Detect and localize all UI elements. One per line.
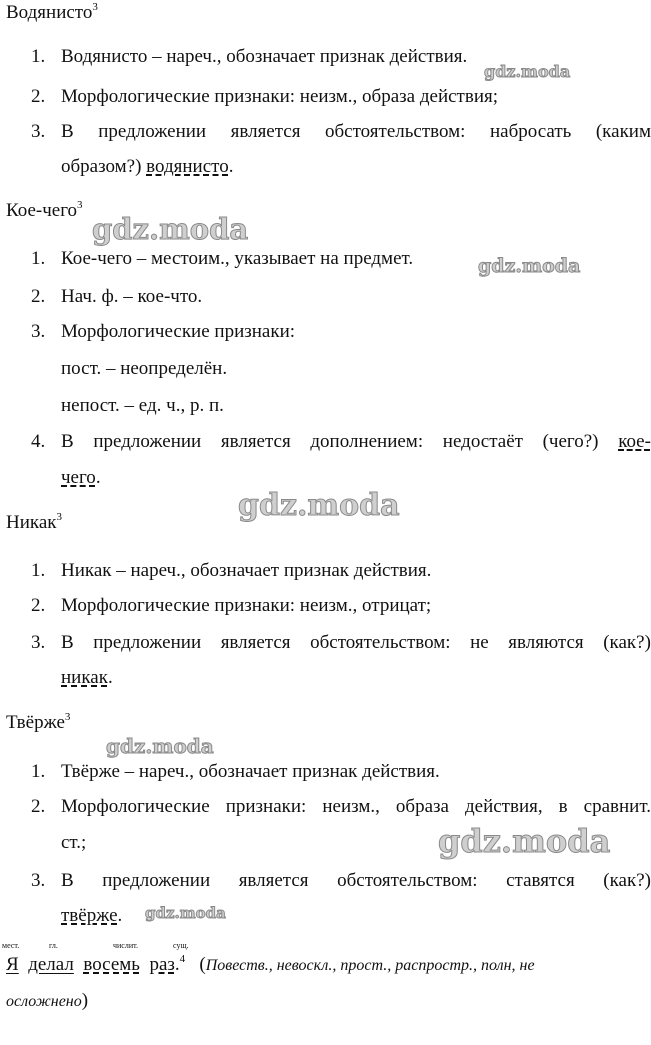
pos-label: сущ. bbox=[173, 941, 189, 950]
pos-label: гл. bbox=[49, 941, 58, 950]
object-word: раз bbox=[149, 954, 175, 975]
list-number: 2. bbox=[31, 286, 46, 307]
list-item: Морфологические признаки: неизм., образа действия; bbox=[61, 86, 498, 107]
watermark: gdz.moda bbox=[438, 822, 611, 860]
list-subline: пост. – неопределён. bbox=[61, 358, 228, 379]
watermark: gdz.moda bbox=[484, 62, 571, 81]
list-number: 3. bbox=[31, 321, 46, 342]
list-item-continuation: ст.; bbox=[61, 832, 87, 853]
list-number: 2. bbox=[31, 86, 46, 107]
sentence-analysis-continuation: осложнено) bbox=[6, 990, 89, 1011]
list-item-justified: Морфологические признаки: неизм., образа действия, в сравнит. bbox=[61, 796, 651, 817]
underlined-word: никак bbox=[61, 667, 108, 688]
underlined-word: твёрже bbox=[61, 905, 118, 926]
list-item-justified: В предложении является обстоятельством: набросать (каким bbox=[61, 121, 651, 142]
list-number: 2. bbox=[31, 595, 46, 616]
subject-word: Я bbox=[6, 954, 19, 975]
list-item-continuation: никак. bbox=[61, 667, 113, 688]
sentence-analysis: Повеств., невоскл., прост., распростр., полн, не bbox=[205, 957, 535, 974]
list-number: 3. bbox=[31, 632, 46, 653]
list-number: 4. bbox=[31, 431, 46, 452]
heading-vodyanisto: Водянисто$^3$ bbox=[6, 1, 98, 23]
list-item-continuation: образом?) водянисто. bbox=[61, 156, 234, 177]
watermark: gdz.moda bbox=[92, 212, 249, 246]
underlined-word: водянисто bbox=[146, 156, 229, 177]
list-number: 1. bbox=[31, 46, 46, 67]
pos-label: числит. bbox=[113, 941, 139, 950]
list-item: Никак – нареч., обозначает признак действия. bbox=[61, 560, 432, 581]
list-item: Кое-чего – местоим., указывает на предмет. bbox=[61, 248, 414, 269]
list-number: 1. bbox=[31, 248, 46, 269]
heading-tverzhe: Твёрже$^3$ bbox=[6, 711, 71, 733]
list-number: 3. bbox=[31, 870, 46, 891]
watermark: gdz.moda bbox=[238, 488, 400, 523]
heading-koe-chego: Кое-чего$^3$ bbox=[6, 199, 83, 221]
list-item: Твёрже – нареч., обозначает признак действия. bbox=[61, 761, 440, 782]
watermark: gdz.moda bbox=[106, 734, 214, 758]
list-number: 1. bbox=[31, 761, 46, 782]
list-item: Водянисто – нареч., обозначает признак действия. bbox=[61, 46, 468, 67]
list-item-justified: В предложении является дополнением: недостаёт (чего?) кое- bbox=[61, 431, 651, 452]
list-item: Нач. ф. – кое-что. bbox=[61, 286, 203, 307]
parsed-sentence: Я делал восемь раз.$^4$ (Повеств., невоскл., прост., распростр., полн, не bbox=[6, 953, 535, 975]
list-item: Морфологические признаки: bbox=[61, 321, 296, 342]
list-number: 2. bbox=[31, 796, 46, 817]
list-number: 1. bbox=[31, 560, 46, 581]
list-item-continuation: твёрже. bbox=[61, 905, 123, 926]
watermark: gdz.moda bbox=[478, 255, 581, 277]
watermark: gdz.moda bbox=[145, 904, 226, 922]
list-number: 3. bbox=[31, 121, 46, 142]
predicate-word: делал bbox=[28, 954, 74, 975]
list-subline: непост. – ед. ч., р. п. bbox=[61, 395, 224, 416]
list-item-justified: В предложении является обстоятельством: ставятся (как?) bbox=[61, 870, 651, 891]
list-item: Морфологические признаки: неизм., отрицат; bbox=[61, 595, 432, 616]
underlined-word: чего bbox=[61, 467, 96, 488]
object-word: восемь bbox=[83, 954, 140, 975]
pos-label: мест. bbox=[2, 941, 20, 950]
list-item-continuation: чего. bbox=[61, 467, 101, 488]
heading-nikak: Никак$^3$ bbox=[6, 511, 62, 533]
list-item-justified: В предложении является обстоятельством: не являются (как?) bbox=[61, 632, 651, 653]
